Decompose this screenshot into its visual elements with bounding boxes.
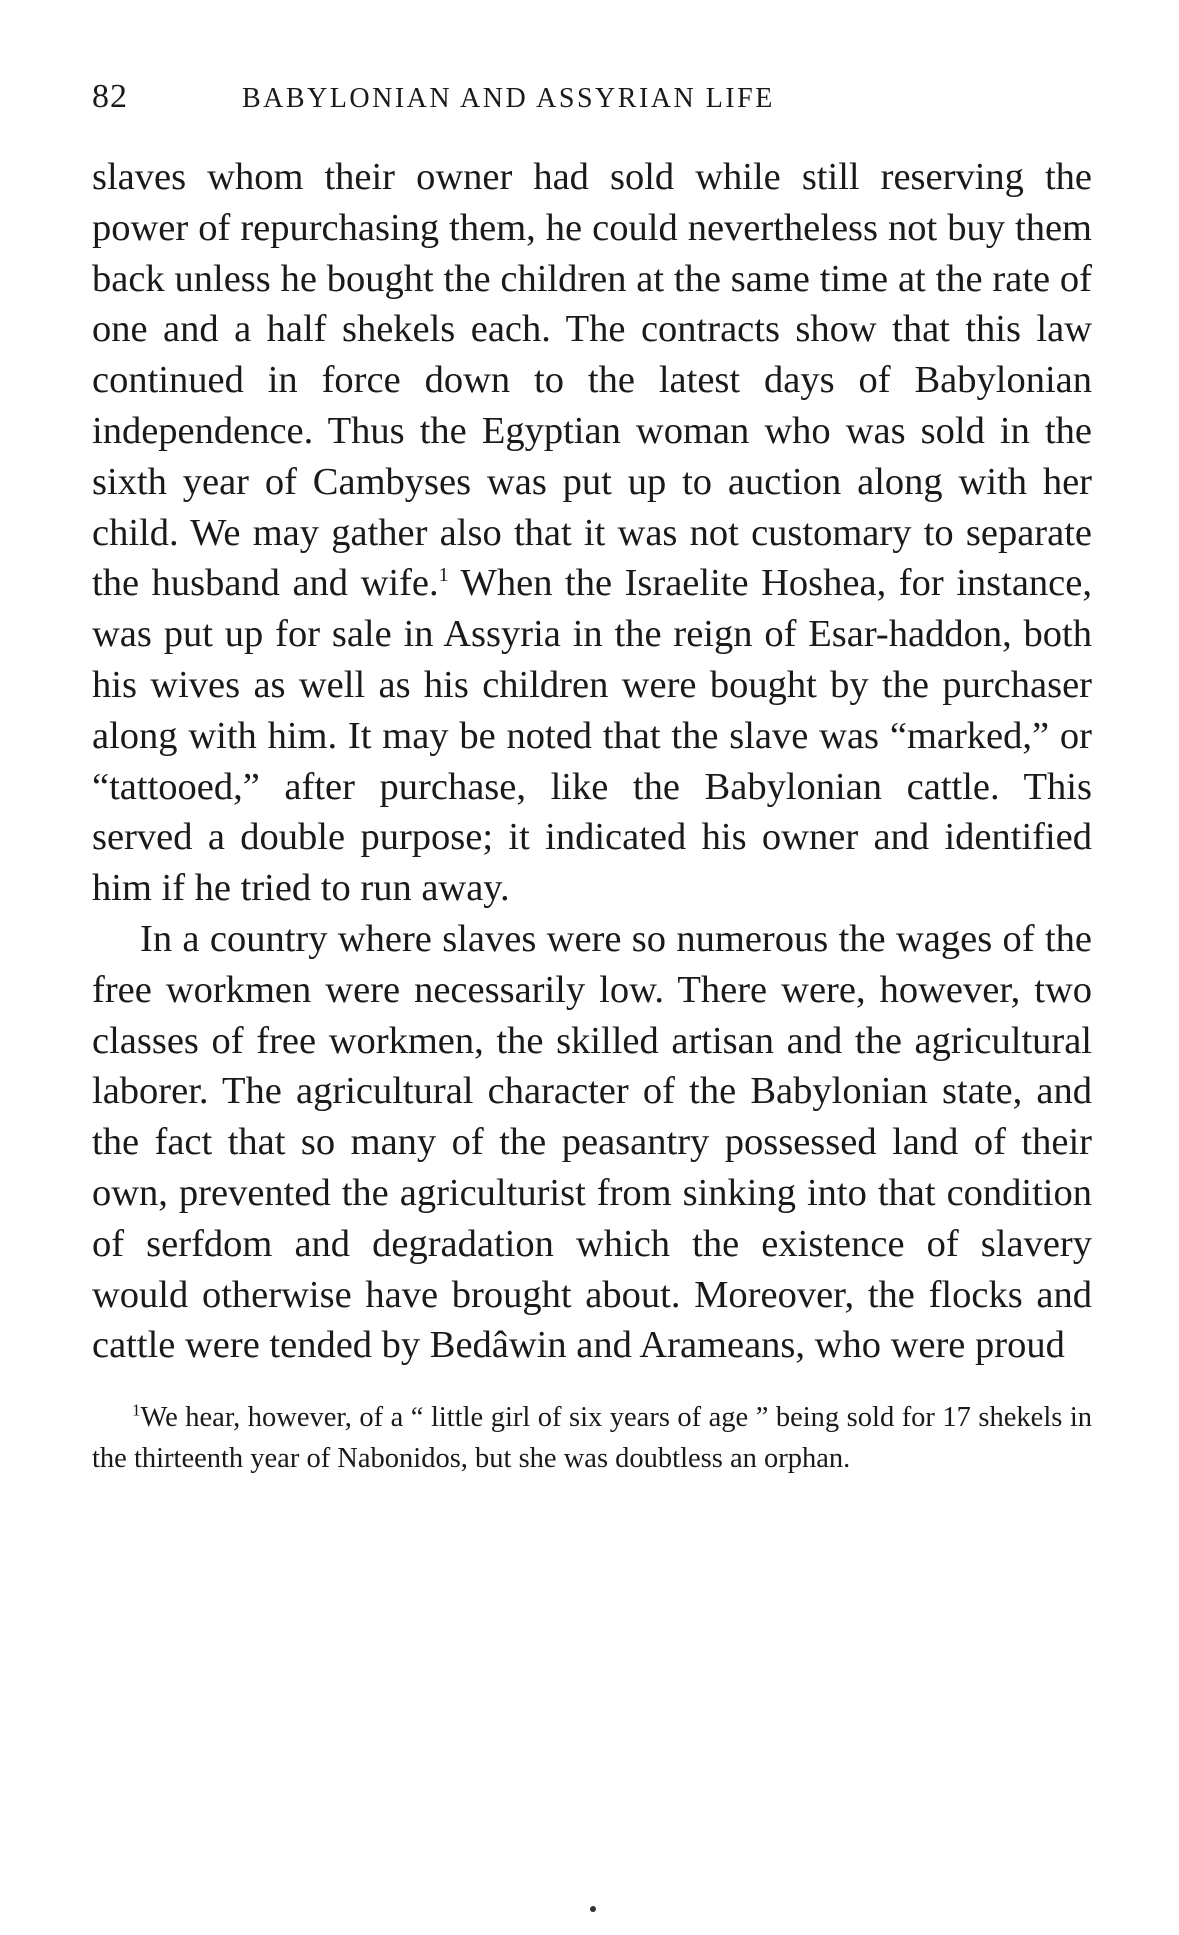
footnote-text: We hear, however, of a “ little girl of six years of age ” being sold for 17 shekels in the thirteenth year of Nabonidos, but she was doubtless an orphan. [92, 1402, 1092, 1475]
paragraph-1 [92, 152, 1092, 914]
book-page [92, 78, 1092, 1479]
body-text [92, 152, 1092, 1371]
paragraph-1-text-b: When the Israelite Hoshea, for instance, was put up for sale in Assyria in the reign of Esar-haddon, both his wives as well as his children were bought by the purchaser along with him. It may be noted that the slave was “marked,” or “tattooed,” after purchase, like the Babylonian cattle. This served a double purpose; it indicated his owner and identified him if he tried to run away. [92, 562, 1092, 910]
footnote-paragraph [92, 1397, 1092, 1479]
paragraph-2: In a country where slaves were so numerous the wages of the free workmen were necessarily low. There were, however, two classes of free workmen, the skilled artisan and the agricultural laborer. The agricultural character of the Babylonian state, and the fact that so many of the peasantry possessed land of their own, prevented the agriculturist from sinking into that condition of serfdom and degradation which the existence of slavery would otherwise have brought about. Moreover, the flocks and cattle were tended by Bedâwin and Arameans, who were proud [92, 917, 1092, 1367]
footnote [92, 1397, 1092, 1479]
footnote-marker: 1 [132, 1400, 141, 1420]
paragraph-1-text-a: slaves whom their owner had sold while still reserving the power of repurchasing them, he could nevertheless not buy them back unless he bought the children at the same time at the rate of one and a half shekels each. The contracts show that this law continued in force down to the latest days of Babylonian independence. Thus the Egyptian woman who was sold in the sixth year of Cambyses was put up to auction along with her child. We may gather also that it was not customary to separate the husband and wife. [92, 156, 1092, 605]
page-number: 82 [92, 78, 128, 115]
footnote-reference: 1 [438, 564, 449, 587]
ink-speck [590, 1906, 596, 1912]
running-head [92, 78, 1092, 138]
running-title: BABYLONIAN AND ASSYRIAN LIFE [242, 83, 775, 114]
